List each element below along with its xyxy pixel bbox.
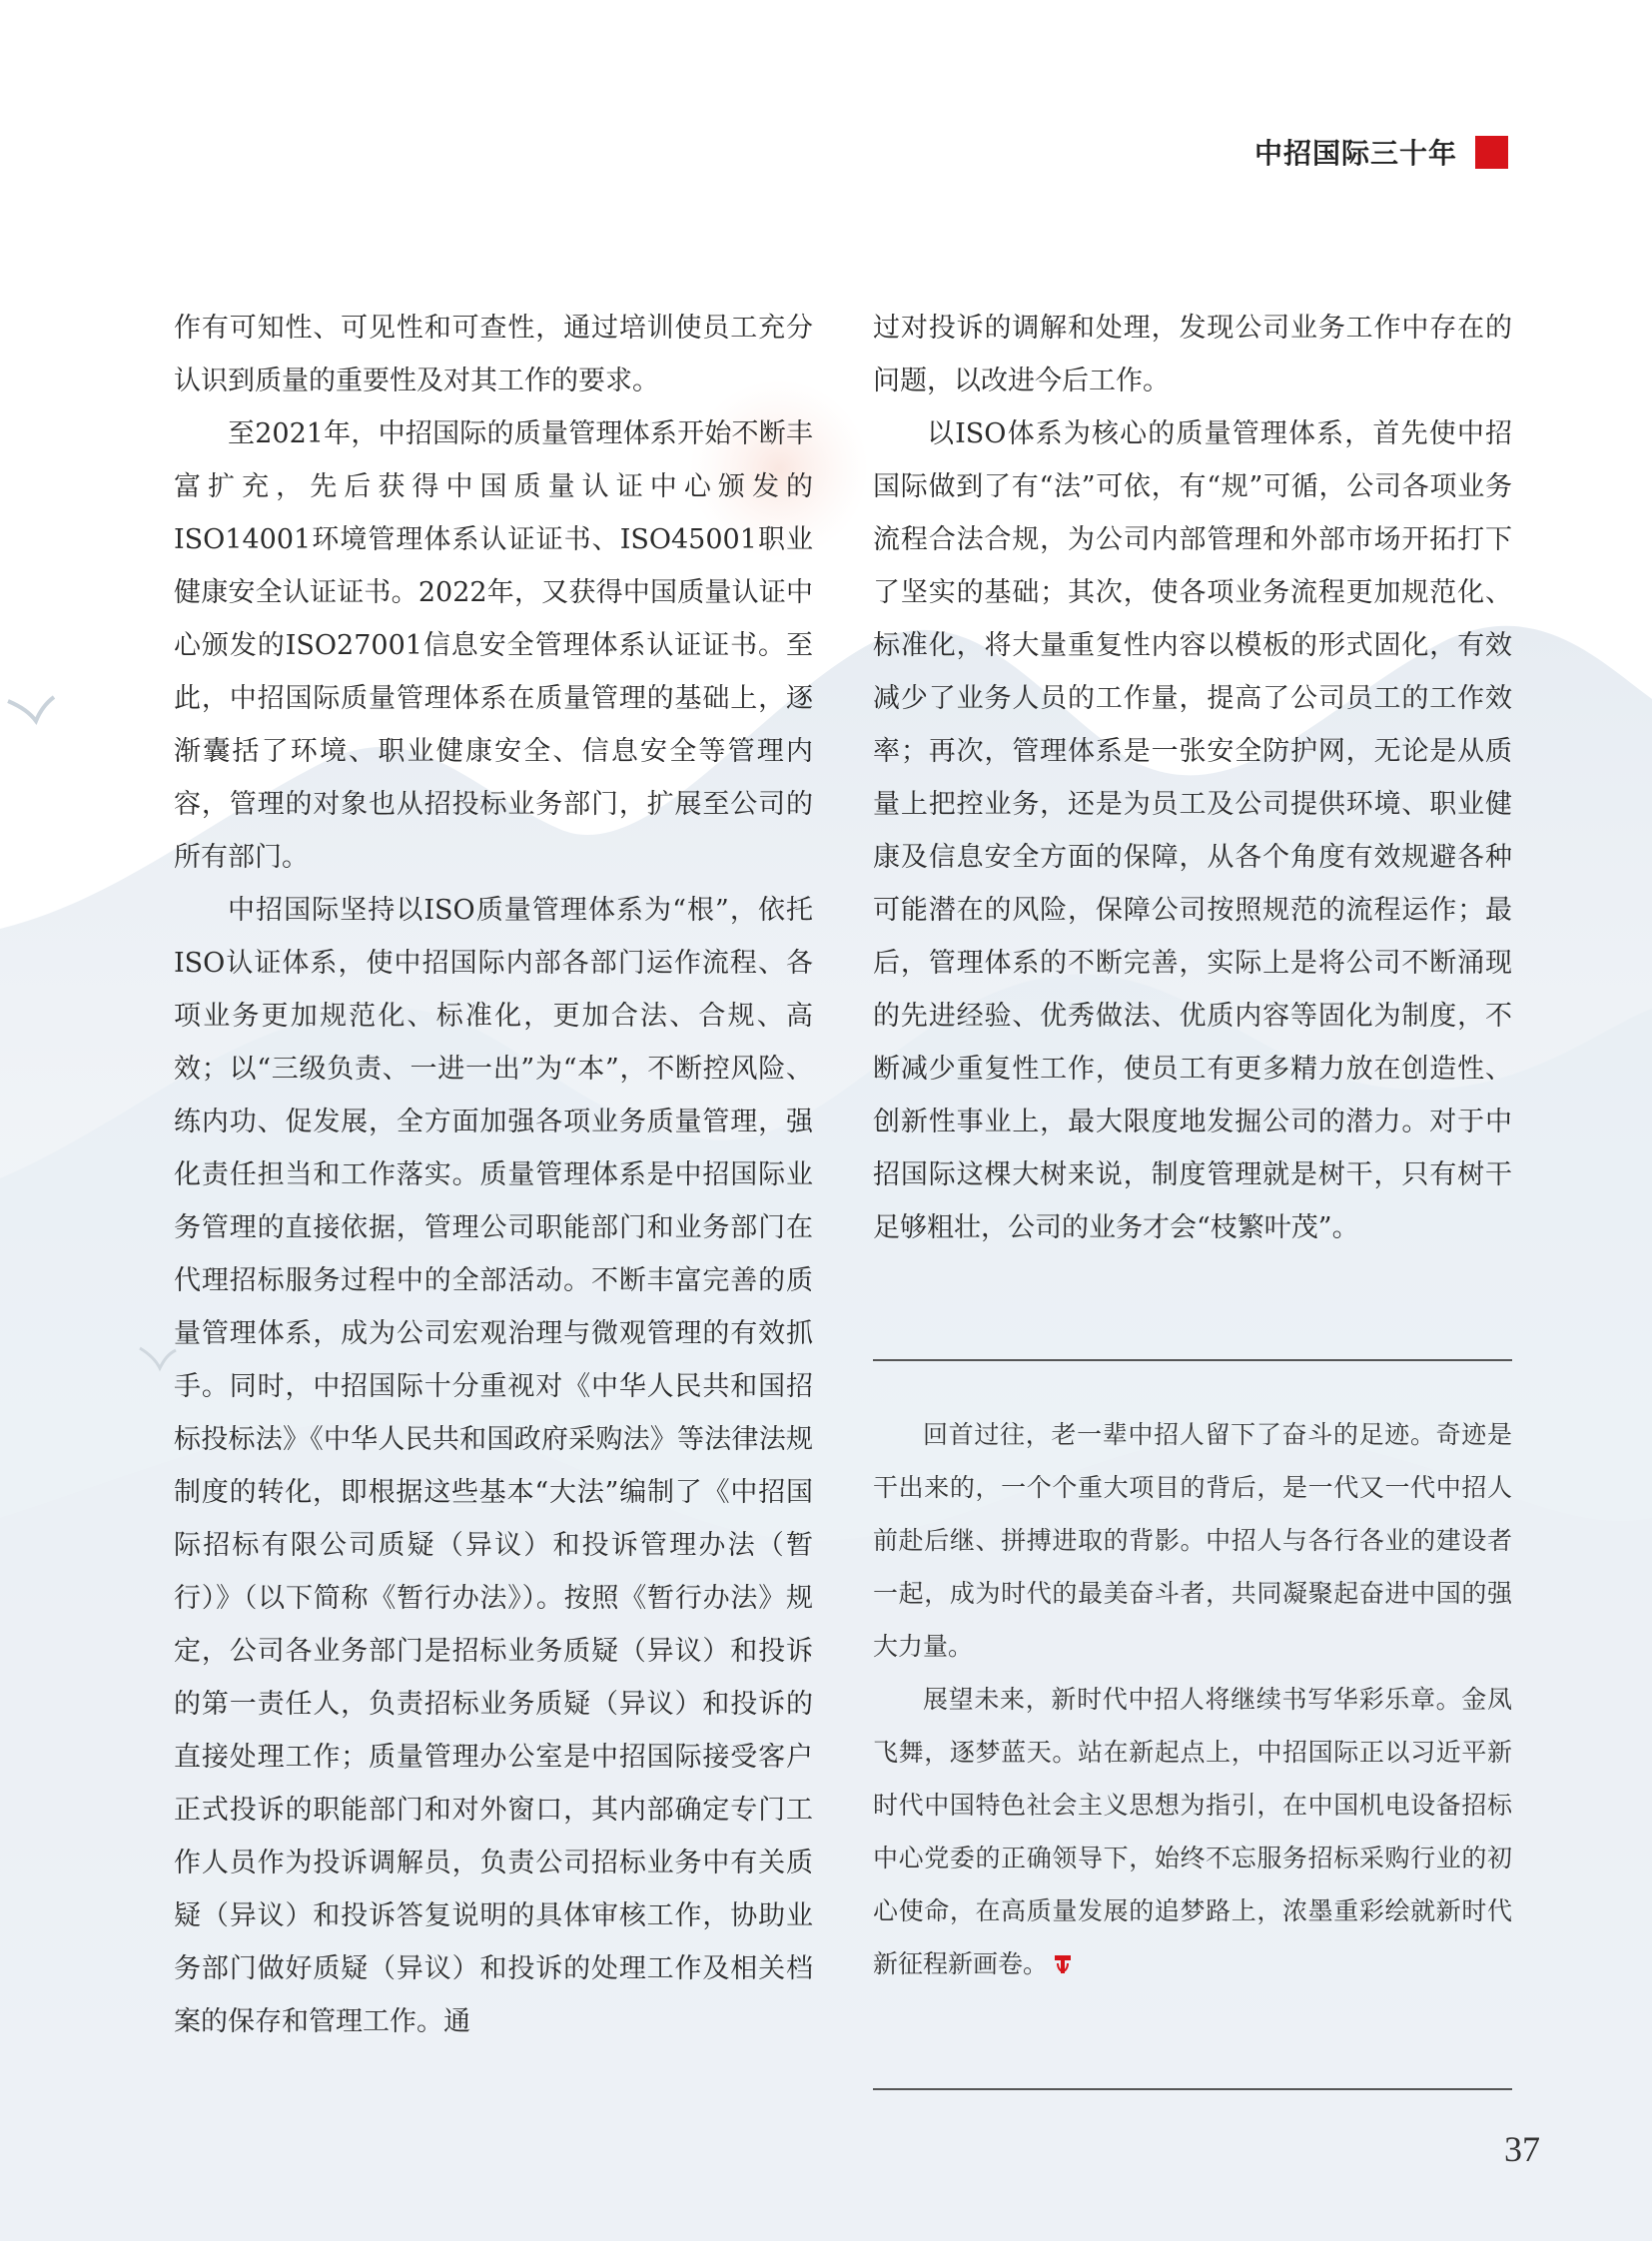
closing-paragraph	[873, 1673, 1512, 1990]
closing-section	[873, 1408, 1512, 1990]
left-column	[174, 302, 813, 2048]
red-square-marker	[1475, 136, 1508, 169]
header-title: 中招国际三十年	[1253, 137, 1457, 170]
divider-top	[873, 1359, 1512, 1361]
paragraph: 以ISO体系为核心的质量管理体系，首先使中招国际做到了有“法”可依，有“规”可循，公司各项业务流程合法合规，为公司内部管理和外部市场开拓打下了坚实的基础；其次，使各项业务流程更加规范化、标准化，将大量重复性内容以模板的形式固化，有效减少了业务人员的工作量，提高了公司员工的工作效率；再次，管理体系是一张安全防护网，无论是从质量上把控业务，还是为员工及公司提供环境、职业健康及信息安全方面的保障，从各个角度有效规避各种可能潜在的风险，保障公司按照规范的流程运作；最后，管理体系的不断完善，实际上是将公司不断涌现的先进经验、优秀做法、优质内容等固化为制度，不断减少重复性工作，使员工有更多精力放在创造性、创新性事业上，最大限度地发掘公司的潜力。对于中招国际这棵大树来说，制度管理就是树干，只有树干足够粗壮，公司的业务才会“枝繁叶茂”。	[873, 418, 1512, 1243]
paragraph: 中招国际坚持以ISO质量管理体系为“根”，依托ISO认证体系，使中招国际内部各部门运作流程、各项业务更加规范化、标准化，更加合法、合规、高效；以“三级负责、一进一出”为“本”，不断控风险、练内功、促发展，全方面加强各项业务质量管理，强化责任担当和工作落实。质量管理体系是中招国际业务管理的直接依据，管理公司职能部门和业务部门在代理招标服务过程中的全部活动。不断丰富完善的质量管理体系，成为公司宏观治理与微观管理的有效抓手。同时，中招国际十分重视对《中华人民共和国招标投标法》《中华人民共和国政府采购法》等法律法规制度的转化，即根据这些基本“大法”编制了《中招国际招标有限公司质疑（异议）和投诉管理办法（暂行）》（以下简称《暂行办法》）。按照《暂行办法》规定，公司各业务部门是招标业务质疑（异议）和投诉的第一责任人，负责招标业务质疑（异议）和投诉的直接处理工作；质量管理办公室是中招国际接受客户正式投诉的职能部门和对外窗口，其内部确定专门工作人员作为投诉调解员，负责公司招标业务中有关质疑（异议）和投诉答复说明的具体审核工作，协助业务部门做好质疑（异议）和投诉的处理工作及相关档案的保存和管理工作。通	[174, 895, 813, 2037]
page-number: 37	[1504, 2129, 1540, 2169]
paragraph: 过对投诉的调解和处理，发现公司业务工作中存在的问题，以改进今后工作。	[873, 313, 1512, 396]
running-header	[1254, 132, 1508, 172]
closing-paragraph: 回首过往，老一辈中招人留下了奋斗的足迹。奇迹是干出来的，一个个重大项目的背后，是一代又一代中招人前赴后继、拼搏进取的背影。中招人与各行各业的建设者一起，成为时代的最美奋斗者，共同凝聚起奋进中国的强大力量。	[873, 1420, 1512, 1661]
paragraph: 至2021年，中招国际的质量管理体系开始不断丰富扩充，先后获得中国质量认证中心颁发的ISO14001环境管理体系认证证书、ISO45001职业健康安全认证证书。2022年，又获得中国质量认证中心颁发的ISO27001信息安全管理体系认证证书。至此，中招国际质量管理体系在质量管理的基础上，逐渐囊括了环境、职业健康安全、信息安全等管理内容，管理的对象也从招投标业务部门，扩展至公司的所有部门。	[174, 418, 813, 873]
bird-icon	[8, 697, 54, 721]
company-logo-end-mark-icon	[1052, 1952, 1074, 1976]
closing-paragraph-text: 展望未来，新时代中招人将继续书写华彩乐章。金凤飞舞，逐梦蓝天。站在新起点上，中招国际正以习近平新时代中国特色社会主义思想为指引，在中国机电设备招标中心党委的正确领导下，始终不忘服务招标采购行业的初心使命，在高质量发展的追梦路上，浓墨重彩绘就新时代新征程新画卷。	[873, 1685, 1512, 1978]
divider-bottom	[873, 2088, 1512, 2090]
right-column	[873, 302, 1512, 1254]
paragraph: 作有可知性、可见性和可查性，通过培训使员工充分认识到质量的重要性及对其工作的要求。	[174, 313, 813, 396]
